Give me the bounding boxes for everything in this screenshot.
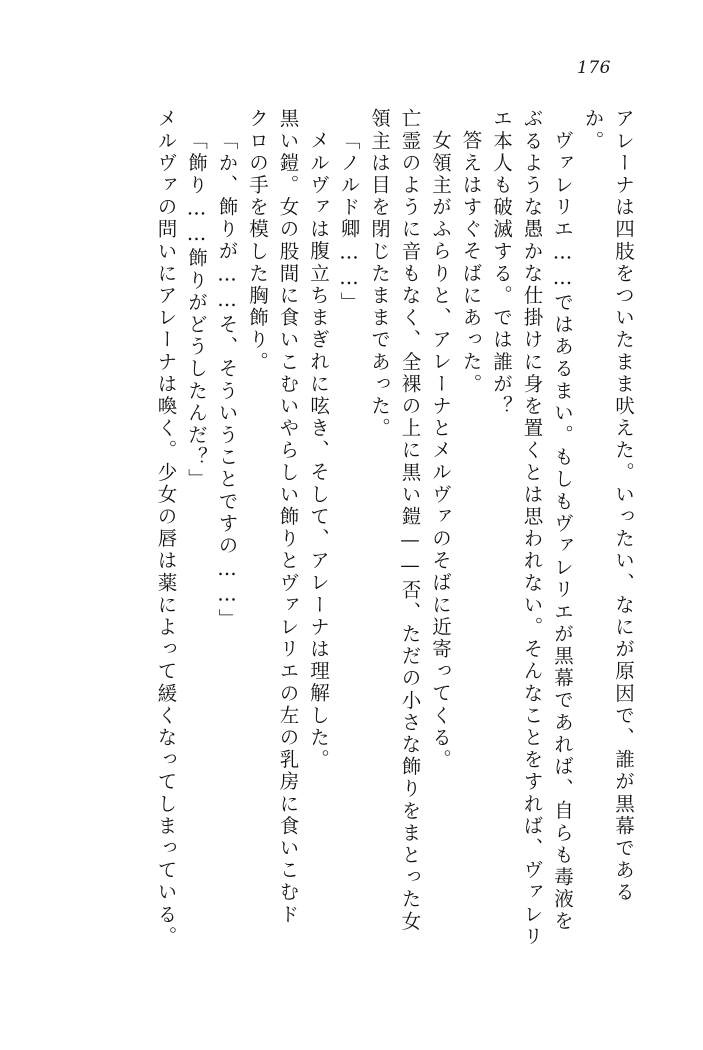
vertical-text-body [60,108,633,988]
text-line: 「飾り……飾りがどうしたんだ？」 [185,130,208,491]
text-line: 黒い鎧。女の股間に食いこむいやらしい飾りとヴァレリエの左の乳房に食いこむド [276,108,300,926]
text-line: 亡霊のように音もなく、全裸の上に黒い鎧——否、ただの小さな飾りをまとった女 [398,108,422,933]
text-line: ぶるような愚かな仕掛けに身を置くとは思われない。そんなことをすれば、ヴァレリ [520,108,544,948]
page-number: 176 [577,58,611,78]
text-line: 「ノルド卿……」 [337,130,361,314]
text-line: メルヴァの問いにアレーナは喚く。少女の唇は薬によって緩くなってしまっている。 [154,108,178,948]
text-line: 領主は目を閉じたままであった。 [368,108,391,440]
text-line: クロの手を模した胸飾り。 [246,108,269,374]
text-line: メルヴァは腹立ちまぎれに呟き、そして、アレーナは理解した。 [307,130,330,771]
text-line: ヴァレリエ……ではあるまい。もしもヴァレリエが黒幕であれば、自らも毒液を [551,130,574,933]
text-line: アレーナは四肢をついたまま吠えた。いったい、なにが原因で、誰が黒幕である [612,108,635,904]
text-line: 女領主がふらりと、アレーナとメルヴァのそばに近寄ってくる。 [429,130,452,771]
text-line: 「か、飾りが……そ、そういうことですの……」 [215,130,239,631]
text-line: エ本人も破滅する。では誰が？ [490,108,513,418]
text-line: 答えはすぐそばにあった。 [459,130,483,396]
text-line: か。 [581,108,605,153]
